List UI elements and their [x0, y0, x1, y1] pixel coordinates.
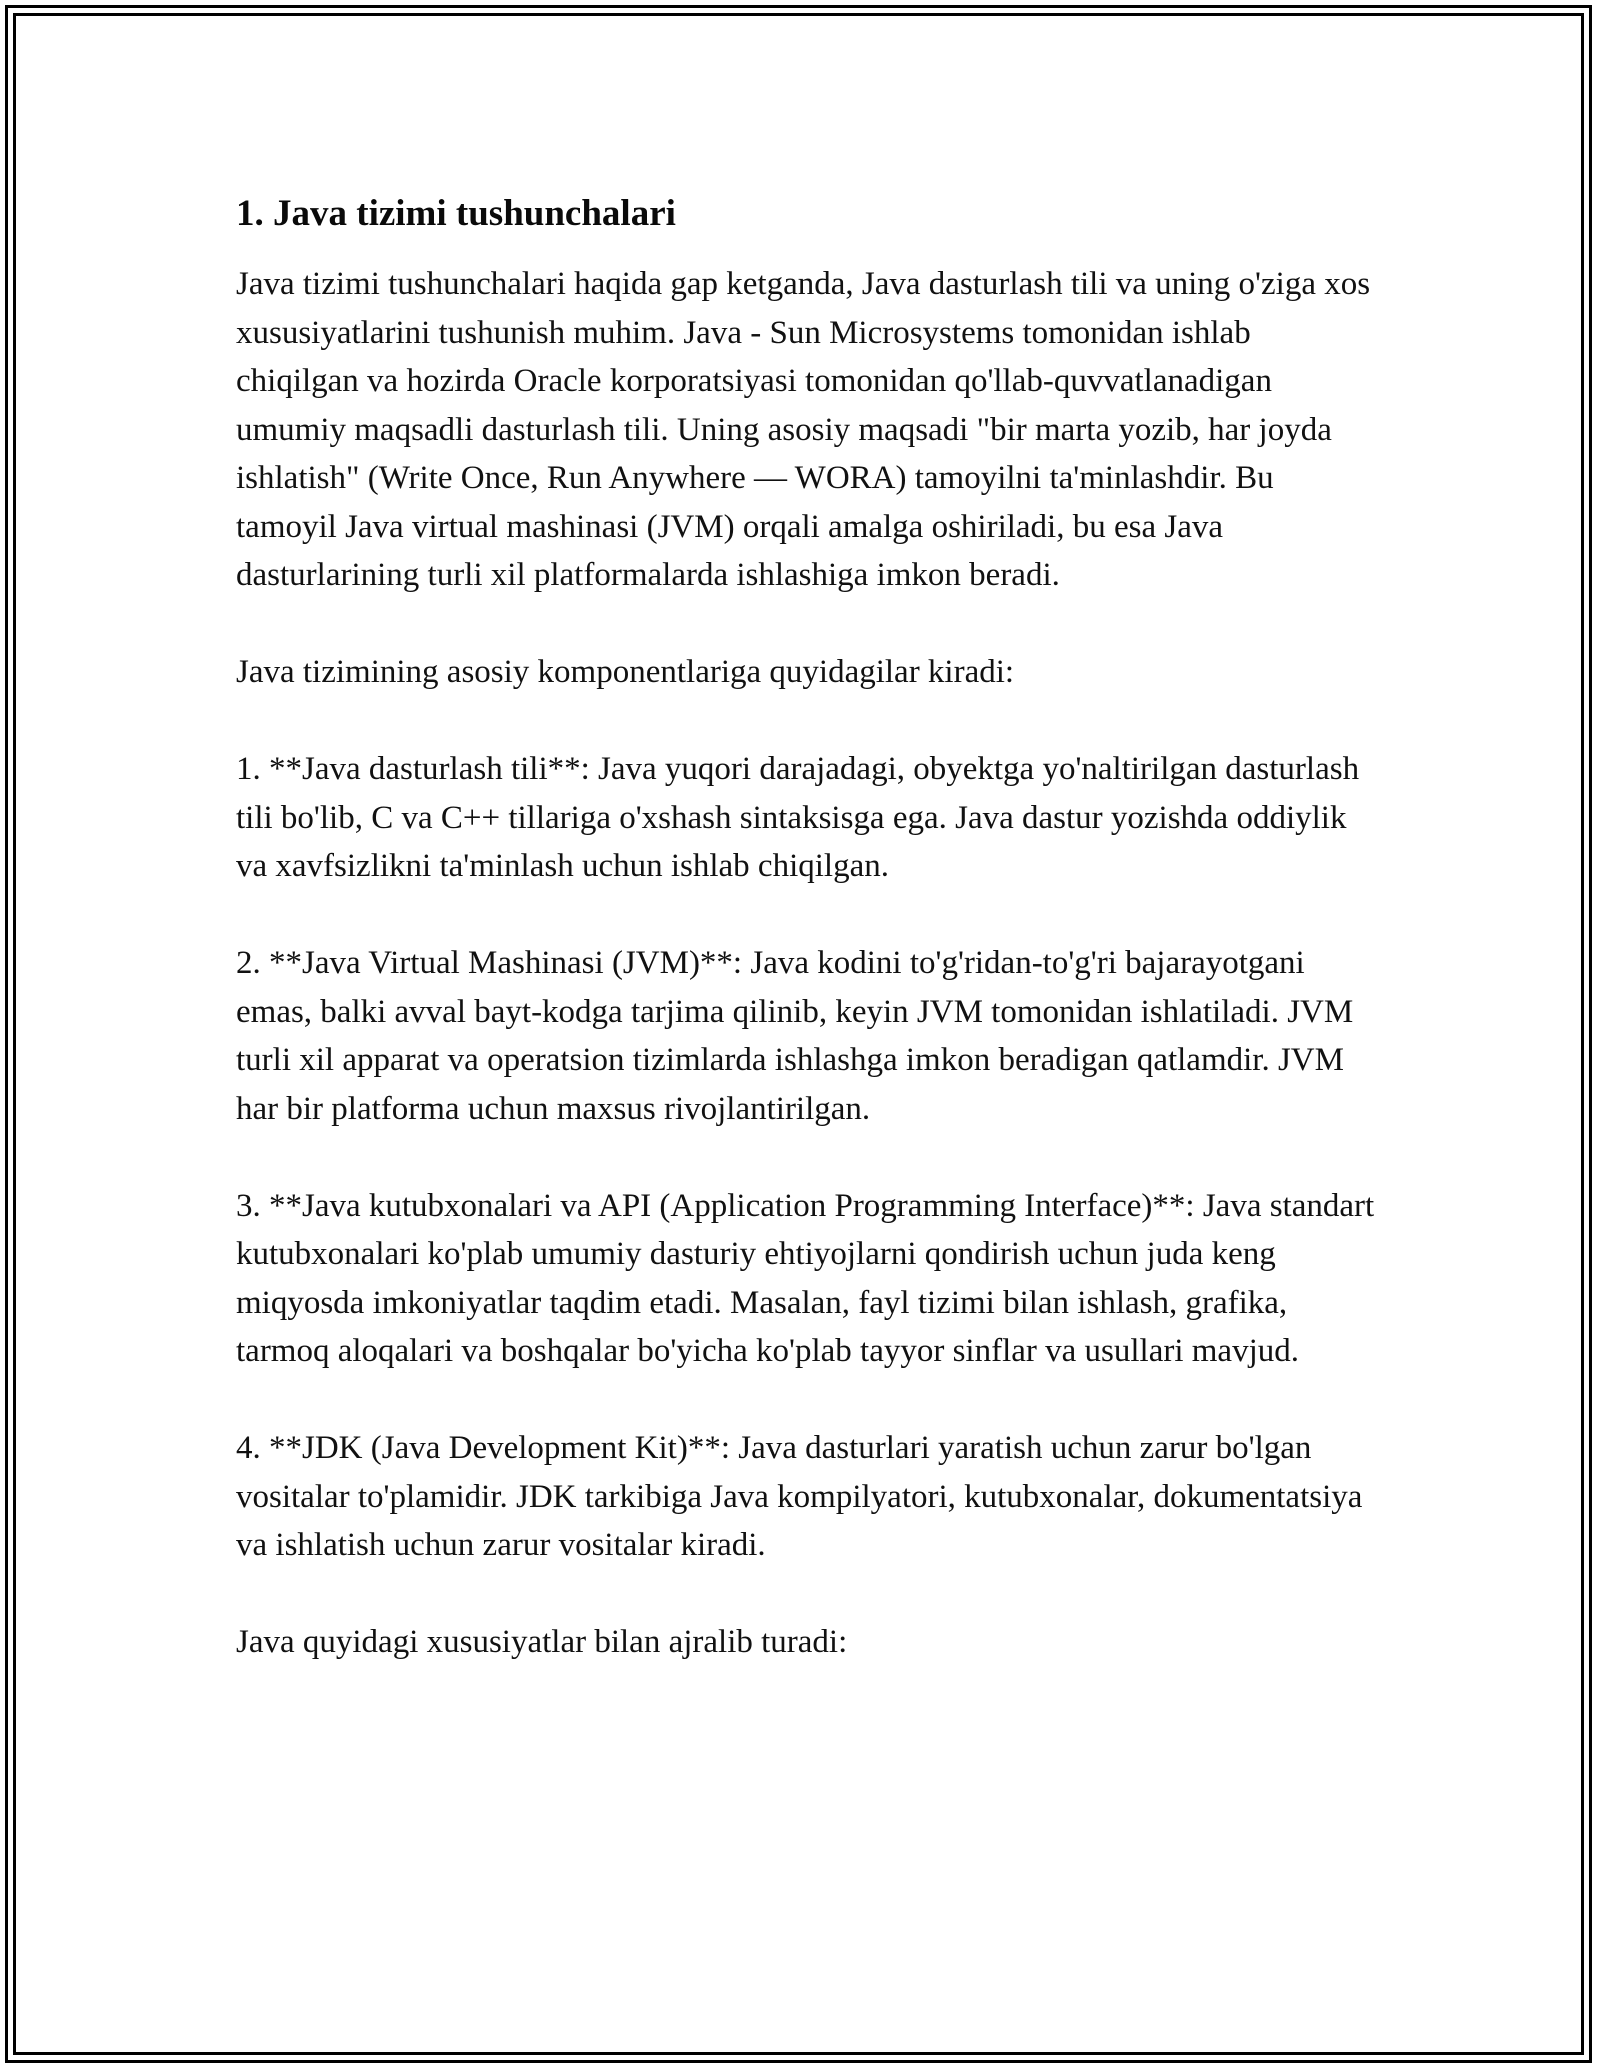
components-intro-paragraph: Java tizimining asosiy komponentlariga quyidagilar kiradi:: [236, 654, 1015, 690]
features-intro-paragraph: Java quyidagi xususiyatlar bilan ajralib turadi:: [236, 1624, 848, 1660]
list-item-jdk: 4. **JDK (Java Development Kit)**: Java dasturlari yaratish uchun zarur bo'lgan vositalar to'plamidir. JDK tarkibiga Java kompilyatori, kutubxonalar, dokumentatsiya va ishlatish uchun zarur vositalar kiradi.: [236, 1430, 1363, 1563]
section-heading: 1. Java tizimi tushunchalari: [236, 193, 676, 234]
document-body: [236, 188, 1376, 1715]
intro-paragraph: Java tizimi tushunchalari haqida gap ketganda, Java dasturlash tili va uning o'ziga xos xususiyatlarini tushunish muhim. Java - Sun Microsystems tomonidan ishlab chiqilgan va hozirda Oracle korporatsiyasi tomonidan qo'llab-quvvatlanadigan umumiy maqsadli dasturlash tili. Uning asosiy maqsadi "bir marta yozib, har joyda ishlatish" (Write Once, Run Anywhere — WORA) tamoyilni ta'minlashdir. Bu tamoyil Java virtual mashinasi (JVM) orqali amalga oshiriladi, bu esa Java dasturlarining turli xil platformalarda ishlashiga imkon beradi.: [236, 266, 1371, 593]
list-item-java-language: 1. **Java dasturlash tili**: Java yuqori darajadagi, obyektga yo'naltirilgan dasturlash tili bo'lib, C va C++ tillariga o'xshash sintaksisga ega. Java dastur yozishda oddiylik va xavfsizlikni ta'minlash uchun ishlab chiqilgan.: [236, 751, 1360, 884]
list-item-libraries-api: 3. **Java kutubxonalari va API (Application Programming Interface)**: Java standart kutubxonalari ko'plab umumiy dasturiy ehtiyojlarni qondirish uchun juda keng miqyosda imkoniyatlar taqdim etadi. Masalan, fayl tizimi bilan ishlash, grafika, tarmoq aloqalari va boshqalar bo'yicha ko'plab tayyor sinflar va usullari mavjud.: [236, 1187, 1375, 1369]
list-item-jvm: 2. **Java Virtual Mashinasi (JVM)**: Java kodini to'g'ridan-to'g'ri bajarayotgani emas, balki avval bayt-kodga tarjima qilinib, keyin JVM tomonidan ishlatiladi. JVM turli xil apparat va operatsion tizimlarda ishlashga imkon beradigan qatlamdir. JVM har bir platforma uchun maxsus rivojlantirilgan.: [236, 945, 1354, 1127]
